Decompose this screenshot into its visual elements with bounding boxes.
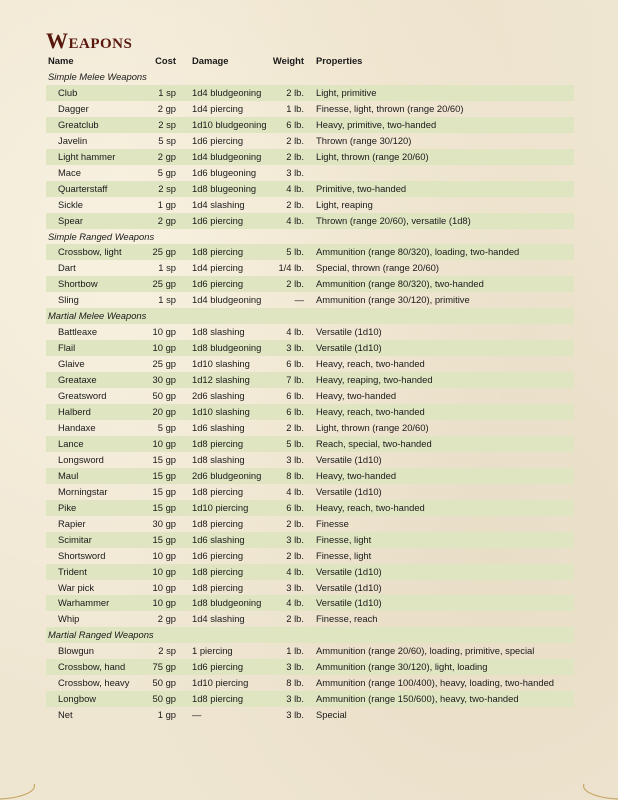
category-label: Martial Melee Weapons (46, 308, 574, 324)
weapon-name: Dagger (58, 102, 89, 114)
weapon-name: Longbow (46, 691, 144, 707)
weapon-name: Blowgun (58, 645, 94, 657)
table-row (46, 372, 574, 388)
weapon-properties: Heavy, two-handed (312, 468, 574, 484)
weapon-cost: 10 gp (152, 581, 176, 593)
weapon-properties: Ammunition (range 80/320), loading, two-handed (312, 244, 574, 260)
weapon-damage: 1d4 piercing (192, 262, 244, 274)
weapon-weight: 3 lb. (268, 691, 312, 707)
table-row (46, 564, 574, 580)
weapon-weight: 8 lb. (286, 677, 304, 689)
weapon-name: Dart (58, 262, 76, 274)
weapons-section (46, 30, 574, 723)
weapon-cost: 1 sp (158, 262, 176, 274)
weapon-properties: Ammunition (range 150/600), heavy, two-handed (312, 691, 574, 707)
weapon-name: Sling (58, 294, 79, 306)
weapon-name: Crossbow, hand (46, 659, 144, 675)
weapon-damage: 1d8 slashing (192, 453, 245, 465)
weapon-properties: Thrown (range 30/120) (316, 134, 412, 146)
weapon-name: Light hammer (46, 149, 144, 165)
table-row (46, 500, 574, 516)
weapon-damage: 1d8 blugeoning (182, 181, 268, 197)
weapon-damage: 1d10 piercing (192, 677, 249, 689)
weapon-cost: 50 gp (152, 390, 176, 402)
header-name: Name (48, 55, 74, 67)
weapon-cost: 30 gp (144, 372, 182, 388)
weapon-name: Shortsword (58, 549, 106, 561)
weapon-damage: 1d4 bludgeoning (182, 85, 268, 101)
table-row (46, 292, 574, 308)
weapon-properties: Light, reaping (316, 198, 373, 210)
table-header-row (46, 53, 574, 69)
weapon-damage: 1d6 slashing (182, 532, 268, 548)
weapon-name: Flail (46, 340, 144, 356)
weapon-name: Halberd (46, 404, 144, 420)
header-weight: Weight (272, 55, 304, 67)
weapon-cost: 25 gp (144, 244, 182, 260)
header-cost: Cost (155, 55, 176, 67)
weapon-cost: 2 gp (144, 213, 182, 229)
weapons-table (46, 53, 574, 723)
weapon-properties: Special, thrown (range 20/60) (316, 262, 439, 274)
table-row (46, 213, 574, 229)
weapon-damage: 1d4 slashing (192, 613, 245, 625)
weapon-weight: 2 lb. (286, 198, 304, 210)
weapon-properties: Versatile (1d10) (312, 340, 574, 356)
category-label: Simple Melee Weapons (48, 71, 147, 82)
table-row (46, 675, 574, 691)
weapon-cost: 10 gp (152, 549, 176, 561)
weapon-name: Pike (46, 500, 144, 516)
weapon-cost: 5 sp (158, 134, 176, 146)
weapon-weight: 3 lb. (286, 453, 304, 465)
weapon-name: Trident (46, 564, 144, 580)
weapon-weight: 3 lb. (268, 659, 312, 675)
table-row (46, 340, 574, 356)
weapon-weight: 6 lb. (286, 358, 304, 370)
table-row (46, 356, 574, 372)
weapon-name: Sickle (58, 198, 84, 210)
weapon-damage: 2d6 bludgeoning (182, 468, 268, 484)
table-row (46, 643, 574, 659)
weapon-properties: Ammunition (range 80/320), two-handed (312, 276, 574, 292)
weapon-properties: Versatile (1d10) (316, 485, 382, 497)
weapon-name: Lance (46, 436, 144, 452)
weapon-name: Whip (58, 613, 80, 625)
weapon-weight: 1 lb. (286, 645, 304, 657)
weapon-name: Glaive (58, 358, 85, 370)
weapon-name: Maul (46, 468, 144, 484)
weapon-weight: 7 lb. (268, 372, 312, 388)
weapon-weight: 4 lb. (268, 213, 312, 229)
weapon-name: Crossbow, light (46, 244, 144, 260)
weapon-weight: 4 lb. (286, 326, 304, 338)
weapon-properties (312, 165, 574, 181)
weapon-weight: 8 lb. (268, 468, 312, 484)
table-row (46, 420, 574, 436)
weapon-properties: Versatile (1d10) (316, 453, 382, 465)
header-properties: Properties (316, 55, 363, 67)
weapon-properties: Heavy, primitive, two-handed (312, 117, 574, 133)
weapon-properties: Versatile (1d10) (312, 564, 574, 580)
weapon-weight: 2 lb. (286, 421, 304, 433)
weapon-damage: 1d6 slashing (192, 421, 245, 433)
weapon-properties: Light, primitive (312, 85, 574, 101)
category-row (46, 229, 574, 245)
weapon-cost: 1 sp (144, 85, 182, 101)
weapon-cost: 15 gp (152, 485, 176, 497)
weapon-damage: 1d8 piercing (192, 581, 244, 593)
table-row (46, 404, 574, 420)
weapon-cost: 15 gp (144, 468, 182, 484)
category-row (46, 627, 574, 643)
table-row (46, 117, 574, 133)
weapon-damage: 1d12 slashing (182, 372, 268, 388)
weapon-cost: 25 gp (144, 276, 182, 292)
weapon-name: Mace (58, 166, 81, 178)
weapon-damage: 2d6 slashing (192, 390, 245, 402)
weapon-name: Warhammer (46, 595, 144, 611)
weapon-weight: 4 lb. (268, 595, 312, 611)
weapon-cost: 2 sp (144, 117, 182, 133)
weapon-damage: 1d8 bludgeoning (182, 595, 268, 611)
weapon-properties: Heavy, reach, two-handed (312, 500, 574, 516)
table-body (46, 69, 574, 723)
table-row (46, 659, 574, 675)
weapon-name: Rapier (58, 517, 86, 529)
weapon-properties: Thrown (range 20/60), versatile (1d8) (312, 213, 574, 229)
weapon-weight: 2 lb. (286, 613, 304, 625)
weapon-cost: 2 gp (157, 102, 176, 114)
table-row (46, 276, 574, 292)
weapon-weight: 4 lb. (286, 485, 304, 497)
weapon-properties: Heavy, two-handed (316, 390, 397, 402)
weapon-damage: 1d6 blugeoning (192, 166, 257, 178)
table-row (46, 611, 574, 627)
weapon-name: Greatsword (58, 390, 107, 402)
weapon-properties: Finesse, light (316, 549, 372, 561)
table-row (46, 595, 574, 611)
weapon-weight: 6 lb. (268, 404, 312, 420)
weapon-cost: 1 sp (158, 294, 176, 306)
table-row (46, 436, 574, 452)
weapon-cost: 15 gp (152, 453, 176, 465)
weapon-cost: 2 sp (144, 181, 182, 197)
table-row (46, 149, 574, 165)
weapon-name: Handaxe (58, 421, 96, 433)
table-row (46, 484, 574, 500)
weapon-name: Quarterstaff (46, 181, 144, 197)
weapon-weight: 2 lb. (268, 276, 312, 292)
weapon-damage: 1d8 piercing (182, 691, 268, 707)
weapon-damage: 1d4 slashing (192, 198, 245, 210)
weapon-properties: Light, thrown (range 20/60) (312, 149, 574, 165)
table-row (46, 260, 574, 276)
weapon-weight: 5 lb. (268, 244, 312, 260)
table-row (46, 165, 574, 181)
weapon-properties: Primitive, two-handed (312, 181, 574, 197)
table-row (46, 580, 574, 596)
table-row (46, 197, 574, 213)
weapon-damage: 1d8 piercing (182, 564, 268, 580)
weapon-damage: 1d10 bludgeoning (182, 117, 268, 133)
table-row (46, 548, 574, 564)
weapon-cost: 15 gp (144, 532, 182, 548)
weapon-weight: 3 lb. (286, 581, 304, 593)
weapon-name: Club (46, 85, 144, 101)
weapon-damage: 1d8 piercing (182, 436, 268, 452)
table-row (46, 452, 574, 468)
weapon-cost: 5 gp (157, 421, 176, 433)
table-row (46, 388, 574, 404)
weapon-properties: Ammunition (range 100/400), heavy, loading, two-handed (316, 677, 554, 689)
weapon-properties: Finesse, light, thrown (range 20/60) (316, 102, 464, 114)
weapon-weight: 2 lb. (286, 134, 304, 146)
weapon-cost: 30 gp (152, 517, 176, 529)
weapon-properties: Finesse (316, 517, 349, 529)
weapon-damage: 1d10 piercing (182, 500, 268, 516)
weapon-damage: 1d4 bludgeoning (192, 294, 262, 306)
weapon-damage: 1d6 piercing (182, 659, 268, 675)
weapon-cost: 2 gp (144, 149, 182, 165)
weapon-weight: 4 lb. (268, 564, 312, 580)
weapon-weight: 5 lb. (268, 436, 312, 452)
category-label: Simple Ranged Weapons (48, 230, 155, 242)
weapon-damage: 1d4 piercing (192, 102, 244, 114)
table-row (46, 468, 574, 484)
weapon-weight: 3 lb. (268, 532, 312, 548)
weapon-name: Spear (46, 213, 144, 229)
weapon-weight: 6 lb. (286, 390, 304, 402)
weapon-name: Shortbow (46, 276, 144, 292)
weapon-weight: 3 lb. (286, 166, 304, 178)
weapon-weight: — (294, 294, 304, 306)
table-row (46, 516, 574, 532)
weapon-properties: Ammunition (range 30/120), primitive (316, 294, 470, 306)
weapon-cost: 25 gp (152, 358, 176, 370)
weapon-cost: 50 gp (144, 691, 182, 707)
header-damage: Damage (192, 55, 229, 67)
weapon-cost: 2 sp (158, 645, 176, 657)
weapon-cost: 20 gp (144, 404, 182, 420)
weapon-damage: — (192, 709, 202, 721)
weapon-name: Crossbow, heavy (58, 677, 130, 689)
weapon-properties: Light, thrown (range 20/60) (316, 421, 429, 433)
weapon-damage: 1d8 piercing (182, 244, 268, 260)
weapon-weight: 3 lb. (268, 340, 312, 356)
weapon-damage: 1d10 slashing (192, 358, 250, 370)
weapon-name: Scimitar (46, 532, 144, 548)
weapon-weight: 2 lb. (286, 549, 304, 561)
weapon-weight: 6 lb. (268, 117, 312, 133)
weapon-damage: 1d6 piercing (192, 134, 244, 146)
weapon-cost: 15 gp (144, 500, 182, 516)
weapon-name: Javelin (58, 134, 88, 146)
weapon-name: War pick (58, 581, 95, 593)
weapon-cost: 10 gp (144, 436, 182, 452)
weapon-damage: 1d8 piercing (192, 517, 244, 529)
weapon-damage: 1d8 bludgeoning (182, 340, 268, 356)
weapon-properties: Heavy, reaping, two-handed (312, 372, 574, 388)
weapon-weight: 3 lb. (286, 709, 304, 721)
weapon-properties: Ammunition (range 20/60), loading, primitive, special (316, 645, 535, 657)
table-row (46, 85, 574, 101)
weapon-properties: Versatile (1d10) (316, 326, 382, 338)
weapon-weight: 2 lb. (268, 149, 312, 165)
weapon-cost: 2 gp (157, 613, 176, 625)
weapon-damage: 1d10 slashing (182, 404, 268, 420)
category-label: Martial Ranged Weapons (46, 627, 574, 643)
weapon-properties: Special (316, 709, 347, 721)
weapon-name: Greataxe (46, 372, 144, 388)
weapon-cost: 50 gp (152, 677, 176, 689)
weapon-damage: 1d6 piercing (192, 549, 244, 561)
weapon-weight: 2 lb. (268, 85, 312, 101)
weapon-properties: Heavy, reach, two-handed (312, 404, 574, 420)
table-row (46, 181, 574, 197)
weapon-cost: 10 gp (152, 326, 176, 338)
weapon-damage: 1d4 bludgeoning (182, 149, 268, 165)
weapon-name: Longsword (58, 453, 104, 465)
weapon-damage: 1d6 piercing (182, 213, 268, 229)
weapon-damage: 1d6 piercing (182, 276, 268, 292)
weapon-cost: 1 gp (157, 198, 176, 210)
table-row (46, 707, 574, 723)
weapon-cost: 10 gp (144, 595, 182, 611)
weapon-cost: 10 gp (144, 564, 182, 580)
table-row (46, 101, 574, 117)
weapon-cost: 10 gp (144, 340, 182, 356)
weapon-properties: Finesse, reach (316, 613, 378, 625)
table-row (46, 532, 574, 548)
weapon-cost: 5 gp (157, 166, 176, 178)
corner-ornament-left-icon (0, 782, 60, 800)
weapon-properties: Ammunition (range 30/120), light, loading (312, 659, 574, 675)
weapon-properties: Versatile (1d10) (316, 581, 382, 593)
weapon-weight: 2 lb. (286, 517, 304, 529)
weapon-properties: Finesse, light (312, 532, 574, 548)
table-row (46, 244, 574, 260)
weapon-properties: Versatile (1d10) (312, 595, 574, 611)
weapon-name: Battleaxe (58, 326, 98, 338)
weapon-weight: 4 lb. (268, 181, 312, 197)
weapon-damage: 1d8 piercing (192, 485, 244, 497)
weapon-weight: 1 lb. (286, 102, 304, 114)
weapon-properties: Heavy, reach, two-handed (316, 358, 425, 370)
weapon-cost: 75 gp (144, 659, 182, 675)
weapon-cost: 1 gp (157, 709, 176, 721)
table-row (46, 324, 574, 340)
weapon-damage: 1d8 slashing (192, 326, 245, 338)
weapon-name: Greatclub (46, 117, 144, 133)
corner-ornament-right-icon (558, 782, 618, 800)
weapon-properties: Reach, special, two-handed (312, 436, 574, 452)
weapon-weight: 1/4 lb. (278, 262, 304, 274)
table-row (46, 133, 574, 149)
weapon-damage: 1 piercing (192, 645, 233, 657)
weapon-weight: 6 lb. (268, 500, 312, 516)
page-title: Weapons (46, 28, 133, 53)
category-row (46, 308, 574, 324)
table-row (46, 691, 574, 707)
category-row (46, 69, 574, 85)
weapon-name: Net (58, 709, 73, 721)
weapon-name: Morningstar (58, 485, 108, 497)
